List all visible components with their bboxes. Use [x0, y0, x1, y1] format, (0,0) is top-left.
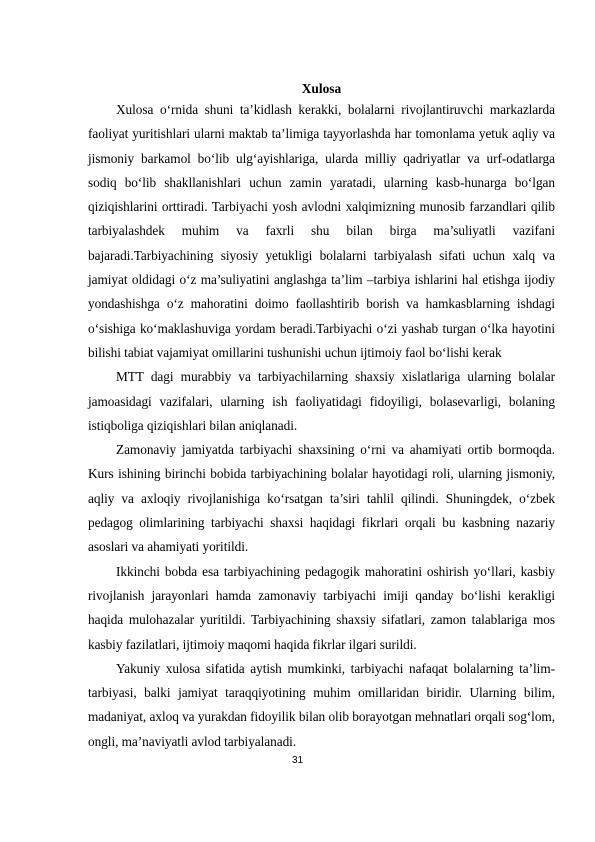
- paragraph: Yakuniy xulosa sifatida aytish mumkinki, tarbiyachi nafaqat bolalarning ta’lim-tarbiyasi, balki jamiyat taraqqiyotining muhim omillaridan biridir. Ularning bilim, madaniyat, axloq va yurakdan fidoyilik bilan olib borayotgan mehnatlari orqali sog‘lom, ongli, ma’naviyatli avlod tarbiyalanadi.: [88, 660, 555, 749]
- paragraph: Ikkinchi bobda esa tarbiyachining pedagogik mahoratini oshirish yo‘llari, kasbiy rivojlanish jarayonlari hamda zamonaviy tarbiyachi imiji qanday bo‘lishi kerakligi haqida mulohazalar yuritildi. Tarbiyachining shaxsiy sifatlari, zamon talablariga mos kasbiy fazilatlari, ijtimoiy maqomi haqida fikrlar ilgari surildi.: [88, 563, 555, 652]
- paragraph: Xulosa o‘rnida shuni ta’kidlash kerakki, bolalarni rivojlantiruvchi markazlarda faoliyat yuritishlari ularni maktab ta’limiga tayyorlashda har tomonlama yetuk aqliy va jismoniy barkamol bo‘lib ulg‘ayishlariga, ularda milliy qadriyatlar va urf-odatlarga sodiq bo‘lib shakllanishlari uchun zamin yaratadi, ularning kasb-hunarga bo‘lgan qiziqishlarini orttiradi. Tarbiyachi yosh avlodni xalqimizning munosib farzandlari qilib tarbiyalashdek muhim va faxrli shu bilan birga ma’suliyatli vazifani bajaradi.Tarbiyachining siyosiy yetukligi bolalarni tarbiyalash sifati uchun xalq va jamiyat oldidagi o‘z ma’suliyatini anglashga ta’lim –tarbiya ishlarini hal etishga ijodiy yondashishga o‘z mahoratini doimo faollashtirib borish va hamkasblarning ishdagi o‘sishiga ko‘maklashuviga yordam beradi.Tarbiyachi o‘zi yashab turgan o‘lka hayotini bilishi tabiat vajamiyat omillarini tushunishi uchun ijtimoiy faol bo‘lishi kerak: [88, 102, 555, 360]
- paragraph: MTT dagi murabbiy va tarbiyachilarning shaxsiy xislatlariga ularning bolalar jamoasidagi vazifalari, ularning ish faoliyatidagi fidoyiligi, bolasevarligi, bolaning istiqboliga qiziqishlari bilan aniqlanadi.: [88, 369, 555, 433]
- paragraph: Zamonaviy jamiyatda tarbiyachi shaxsining o‘rni va ahamiyati ortib bormoqda. Kurs ishining birinchi bobida tarbiyachining bolalar hayotidagi roli, ularning jismoniy, aqliy va axloqiy rivojlanishiga ko‘rsatgan ta’siri tahlil qilindi. Shuningdek, o‘zbek pedagog olimlarining tarbiyachi shaxsi haqidagi fikrlari orqali bu kasbning nazariy asoslari va ahamiyati yoritildi.: [88, 442, 555, 555]
- document-body: [88, 79, 555, 754]
- section-title: Xulosa: [301, 81, 342, 96]
- page-number: 31: [291, 755, 304, 766]
